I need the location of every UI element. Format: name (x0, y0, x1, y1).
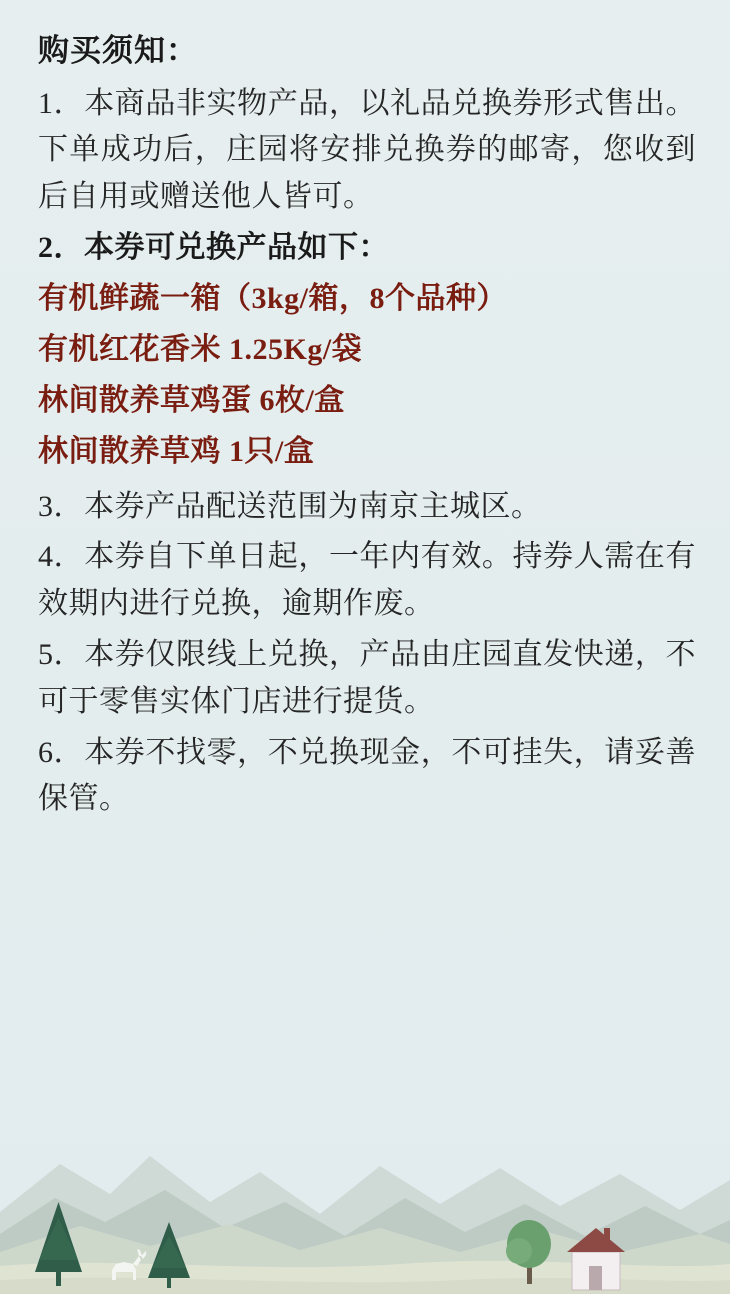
exchange-item-rice: 有机红花香米 1.25Kg/袋 (38, 332, 363, 366)
deer (112, 1249, 146, 1280)
pine-tree-left (35, 1202, 82, 1286)
pine-tree-second (148, 1222, 190, 1288)
page-title: 购买须知： (38, 33, 198, 68)
broadleaf-tree-right (506, 1220, 551, 1284)
notice-item-4: 4．本券自下单日起，一年内有效。持券人需在有效期内进行兑换，逾期作废。 (38, 540, 696, 621)
mountain-range (0, 1156, 730, 1294)
field (0, 1261, 730, 1294)
house (567, 1228, 625, 1290)
notice-item-2: 2．本券可兑换产品如下： (38, 230, 389, 264)
notice-item-6: 6．本券不找零，不兑换现金，不可挂失，请妥善保管。 (38, 735, 696, 816)
exchange-item-vegetables: 有机鲜蔬一箱（3kg/箱，8个品种） (38, 281, 508, 315)
exchange-item-eggs: 林间散养草鸡蛋 6枚/盒 (38, 383, 345, 417)
notice-item-3: 3．本券产品配送范围为南京主城区。 (38, 489, 542, 523)
exchange-item-chicken: 林间散养草鸡 1只/盒 (38, 434, 315, 468)
notice-item-5: 5．本券仅限线上兑换，产品由庄园直发快递，不可于零售实体门店进行提货。 (38, 638, 696, 718)
scenery-illustration (0, 1094, 730, 1294)
notice-item-1: 1．本商品非实物产品，以礼品兑换券形式售出。下单成功后，庄园将安排兑换券的邮寄，您收到后自用或赠送他人皆可。 (38, 86, 696, 214)
